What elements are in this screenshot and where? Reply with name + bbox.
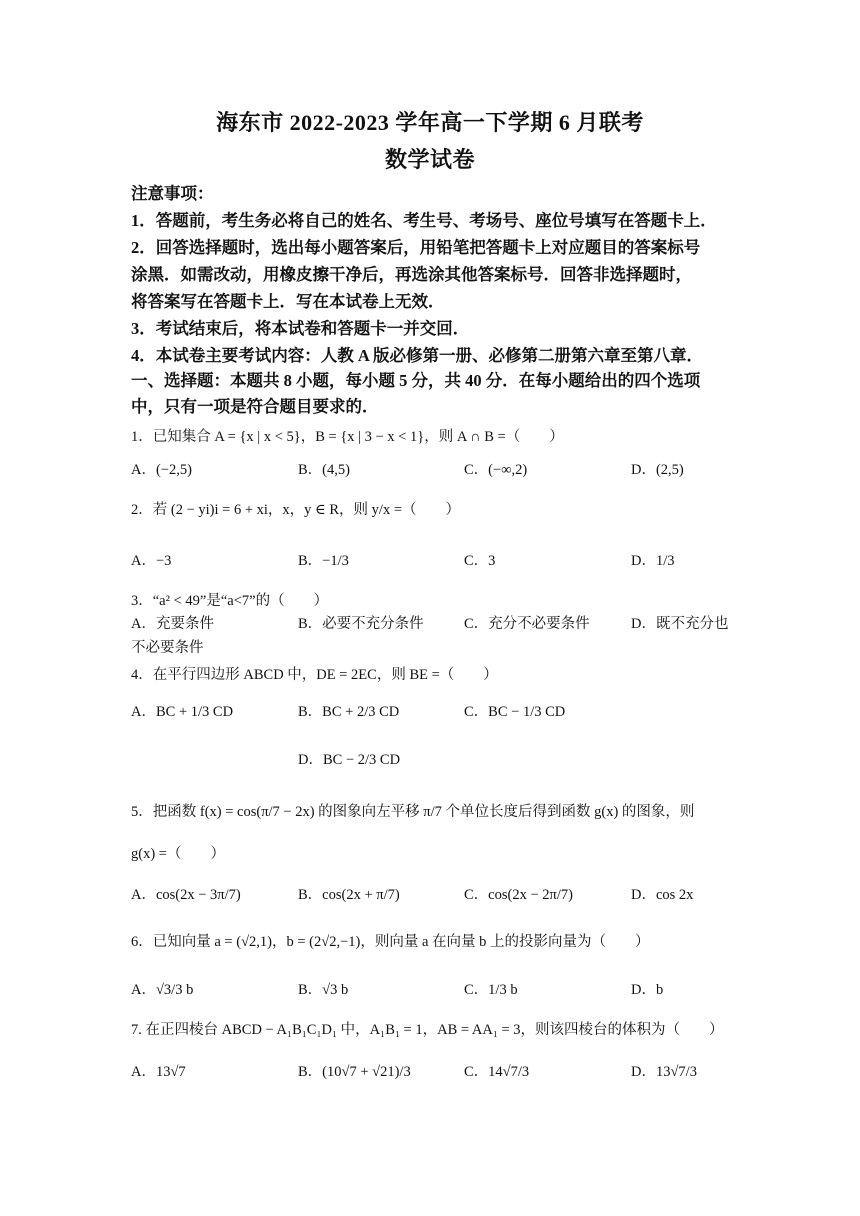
option-a: A．√3/3 b bbox=[131, 982, 194, 998]
option-d: D．既不充分也 bbox=[631, 616, 729, 632]
option-c: C．14√7/3 bbox=[464, 1064, 530, 1080]
option-a: A．13√7 bbox=[131, 1064, 186, 1080]
option-d: D．b bbox=[631, 982, 664, 998]
option-c: C．(−∞,2) bbox=[464, 462, 528, 478]
option-b: B．(4,5) bbox=[298, 462, 350, 478]
notes-heading: 注意事项： bbox=[131, 184, 214, 203]
page-title: 海东市 2022-2023 学年高一下学期 6 月联考 bbox=[216, 110, 644, 135]
question-stem: 3．“a² < 49”是“a<7”的（ ） bbox=[131, 593, 329, 609]
option-a: A．−3 bbox=[131, 553, 172, 569]
option-a: A．cos(2x − 3π/7) bbox=[131, 887, 241, 903]
option-d-wrap: 不必要条件 bbox=[131, 640, 204, 656]
page-subtitle: 数学试卷 bbox=[384, 147, 475, 172]
option-a: A．BC + 1/3 CD bbox=[131, 704, 234, 720]
question-stem: 1．已知集合 A = {x | x < 5}，B = {x | 3 − x < 1}，则 A ∩ B =（ ） bbox=[131, 429, 564, 445]
option-d: D．1/3 bbox=[631, 553, 675, 569]
question-stem: 6．已知向量 a = (√2,1)，b = (2√2,−1)，则向量 a 在向量 b 上的投影向量为（ ） bbox=[131, 934, 650, 950]
option-a: A．充要条件 bbox=[131, 616, 214, 632]
option-c: C．充分不必要条件 bbox=[464, 616, 590, 632]
option-b: B．BC + 2/3 CD bbox=[298, 704, 400, 720]
question-stem-continued: g(x) =（ ） bbox=[131, 846, 225, 862]
section-heading: 中，只有一项是符合题目要求的． bbox=[131, 397, 379, 416]
section-heading: 一、选择题：本题共 8 小题，每小题 5 分，共 40 分．在每小题给出的四个选项 bbox=[131, 371, 701, 390]
option-c: C．BC − 1/3 CD bbox=[464, 704, 566, 720]
option-d: D．(2,5) bbox=[631, 462, 684, 478]
question-stem: 5．把函数 f(x) = cos(π/7 − 2x) 的图象向左平移 π/7 个单位长度后得到函数 g(x) 的图象，则 bbox=[131, 804, 695, 820]
option-b: B．−1/3 bbox=[298, 553, 349, 569]
option-b: B．√3 b bbox=[298, 982, 349, 998]
option-d: D．BC − 2/3 CD bbox=[298, 752, 401, 768]
option-c: C．cos(2x − 2π/7) bbox=[464, 887, 573, 903]
question-stem: 2．若 (2 − yi)i = 6 + xi，x，y ∈ R，则 y/x =（ ） bbox=[131, 502, 461, 518]
note-line: 将答案写在答题卡上．写在本试卷上无效． bbox=[131, 292, 445, 311]
option-b: B．必要不充分条件 bbox=[298, 616, 424, 632]
note-line: 1．答题前，考生务必将自己的姓名、考生号、考场号、座位号填写在答题卡上． bbox=[131, 211, 717, 230]
option-a: A．(−2,5) bbox=[131, 462, 192, 478]
option-d: D．13√7/3 bbox=[631, 1064, 697, 1080]
note-line: 3．考试结束后，将本试卷和答题卡一并交回． bbox=[131, 319, 470, 338]
question-stem: 7. 在正四棱台 ABCD − A₁B₁C₁D₁ 中，A₁B₁ = 1，AB = AA₁ = 3，则该四棱台的体积为（ ） bbox=[131, 1022, 724, 1038]
option-b: B．cos(2x + π/7) bbox=[298, 887, 400, 903]
option-c: C．3 bbox=[464, 553, 496, 569]
note-line: 4．本试卷主要考试内容：人教 A 版必修第一册、必修第二册第六章至第八章． bbox=[131, 346, 704, 365]
option-b: B．(10√7 + √21)/3 bbox=[298, 1064, 411, 1080]
option-c: C．1/3 b bbox=[464, 982, 518, 998]
note-line: 2．回答选择题时，选出每小题答案后，用铅笔把答题卡上对应题目的答案标号 bbox=[131, 238, 701, 257]
option-d: D．cos 2x bbox=[631, 887, 694, 903]
note-line: 涂黑．如需改动，用橡皮擦干净后，再选涂其他答案标号．回答非选择题时， bbox=[131, 265, 692, 284]
question-stem: 4．在平行四边形 ABCD 中，DE = 2EC，则 BE =（ ） bbox=[131, 667, 498, 683]
